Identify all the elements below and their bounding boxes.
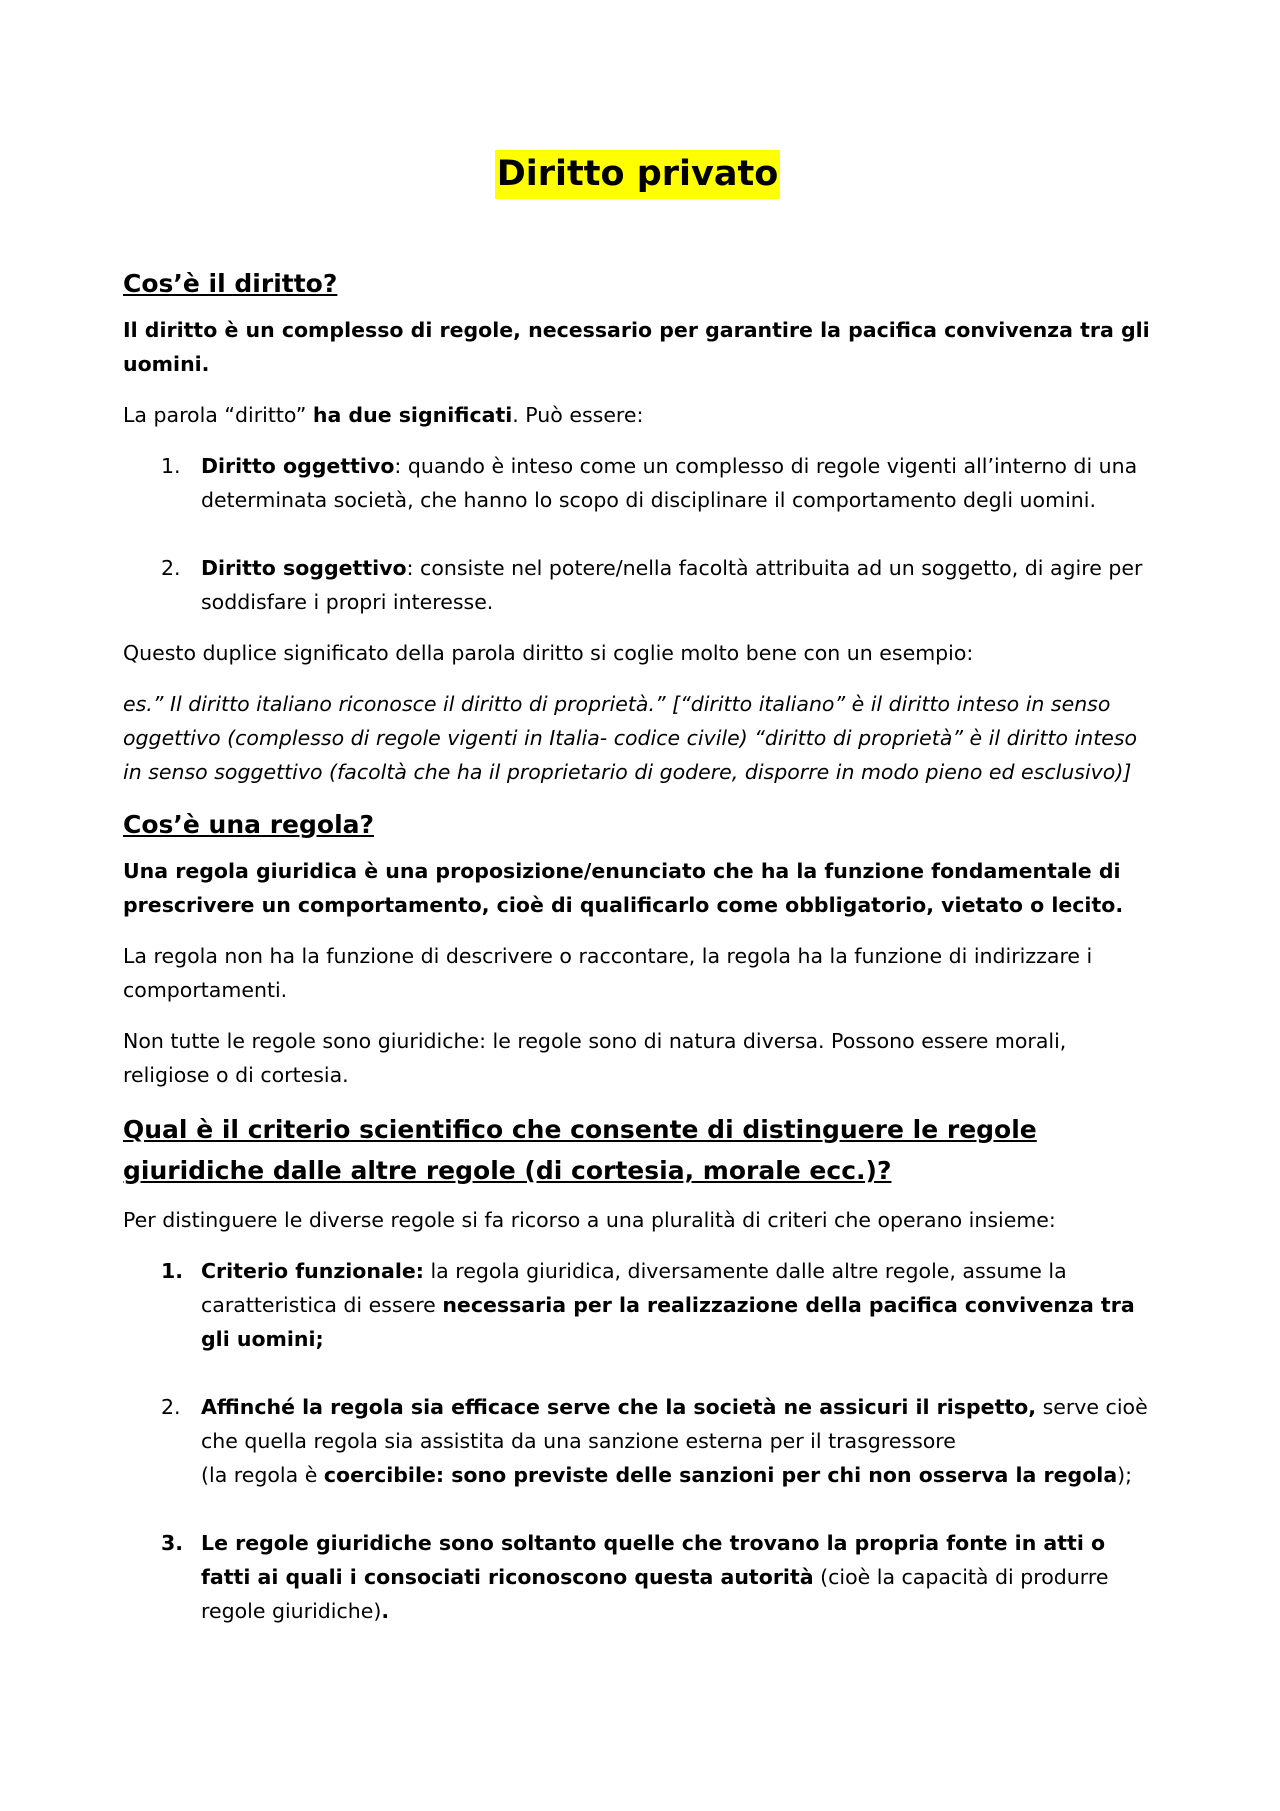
list-item — [161, 449, 1152, 517]
list-text: ); — [1117, 1463, 1133, 1487]
list-bold: Affinché la regola sia efficace serve che la società ne assicuri il rispetto, — [201, 1395, 1037, 1419]
diritto-intro — [123, 398, 1152, 432]
list-text: la regola giuridica, diversamente dalle altre regole, assume la caratteristica di essere — [201, 1259, 1067, 1317]
list-text: : consiste nel potere/nella facoltà attribuita ad un soggetto, di agire per soddisfare i propri interesse. — [201, 556, 1143, 614]
example-text: es.” Il diritto italiano riconosce il diritto di proprietà.” [“diritto italiano” è il diritto inteso in senso oggettivo (complesso di regole vigenti in Italia- codice civile) “diritto di proprietà” è il diritto inteso in senso soggettivo (facoltà che ha il proprietario di godere, disporre in modo pieno ed esclusivo)] — [123, 692, 1138, 784]
document-title: Diritto privato — [495, 150, 781, 199]
intro-pre: La parola “diritto” — [123, 403, 313, 427]
list-number: 2. — [161, 1395, 181, 1419]
list-number: 2. — [161, 556, 181, 580]
intro-bold: ha due significati — [312, 403, 513, 427]
criterio-intro: Per distinguere le diverse regole si fa ricorso a una pluralità di criteri che operano insieme: — [123, 1208, 1056, 1232]
section-heading-diritto: Cos’è il diritto? — [123, 269, 338, 298]
list-bold: necessaria per la realizzazione della pacifica convivenza tra gli uomini; — [201, 1293, 1135, 1351]
intro-post: . Può essere: — [512, 403, 644, 427]
list-text: (cioè la capacità di produrre regole giuridiche) — [201, 1565, 1109, 1623]
list-number: 1. — [161, 1259, 184, 1283]
regola-paragraph-2: Non tutte le regole sono giuridiche: le regole sono di natura diversa. Possono essere morali, religiose o di cortesia. — [123, 1029, 1067, 1087]
list-item — [161, 1254, 1152, 1356]
criteria-list — [123, 1254, 1152, 1628]
list-text: (la regola è — [201, 1463, 324, 1487]
section-heading-regola: Cos’è una regola? — [123, 810, 375, 839]
list-item — [161, 1526, 1152, 1628]
list-number: 1. — [161, 454, 181, 478]
list-text: : quando è inteso come un complesso di regole vigenti all’interno di una determinata società, che hanno lo scopo di disciplinare il comportamento degli uomini. — [201, 454, 1138, 512]
list-term: Diritto soggettivo — [201, 556, 407, 580]
list-item — [161, 551, 1152, 619]
meanings-list — [123, 449, 1152, 619]
list-bold: Le regole giuridiche sono soltanto quelle che trovano la propria fonte in atti o fatti ai quali i consociati riconoscono questa autorità — [201, 1531, 1106, 1589]
example-intro: Questo duplice significato della parola diritto si coglie molto bene con un esempio: — [123, 641, 974, 665]
list-text: serve cioè che quella regola sia assistita da una sanzione esterna per il trasgressore — [201, 1395, 1148, 1453]
list-bold: . — [381, 1599, 390, 1623]
section-heading-criterio: Qual è il criterio scientifico che consente di distinguere le regole giuridiche dalle altre regole (di cortesia, morale ecc.)? — [123, 1115, 1037, 1185]
diritto-definition: Il diritto è un complesso di regole, necessario per garantire la pacifica convivenza tra gli uomini. — [123, 318, 1150, 376]
list-bold: Criterio funzionale: — [201, 1259, 424, 1283]
list-term: Diritto oggettivo — [201, 454, 395, 478]
list-number: 3. — [161, 1531, 184, 1555]
list-item — [161, 1390, 1152, 1492]
list-bold: coercibile: sono previste delle sanzioni per chi non osserva la regola — [323, 1463, 1118, 1487]
regola-paragraph-1: La regola non ha la funzione di descrivere o raccontare, la regola ha la funzione di indirizzare i comportamenti. — [123, 944, 1093, 1002]
title-wrap — [123, 150, 1152, 199]
regola-definition: Una regola giuridica è una proposizione/enunciato che ha la funzione fondamentale di prescrivere un comportamento, cioè di qualificarlo come obbligatorio, vietato o lecito. — [123, 859, 1124, 917]
